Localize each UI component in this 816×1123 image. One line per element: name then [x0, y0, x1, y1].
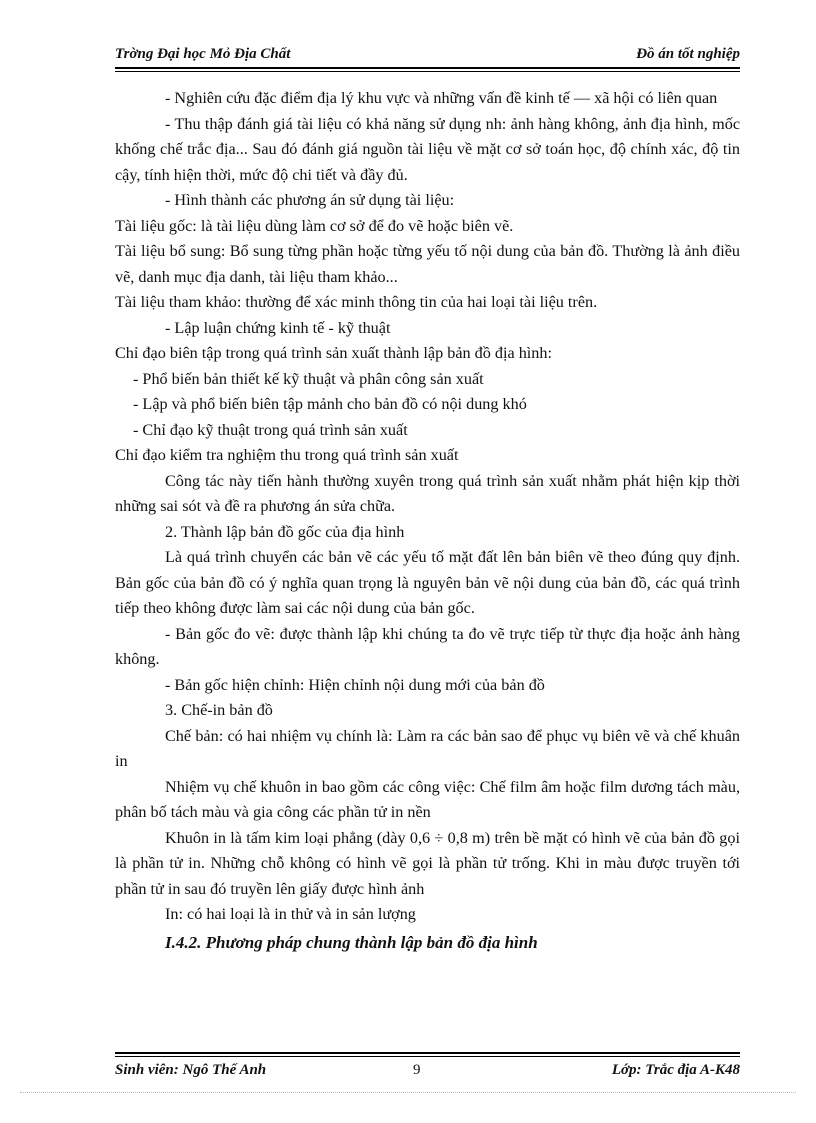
footer-student: Sinh viên: Ngô Thế Anh: [115, 1062, 267, 1078]
header-school: Trờng Đại học Mỏ Địa Chất: [115, 46, 291, 62]
paragraph: Tài liệu bổ sung: Bổ sung từng phần hoặc từng yếu tố nội dung của bản đồ. Thường là ảnh điều vẽ, danh mục địa danh, tài liệu tham khảo...: [115, 242, 740, 286]
paragraph: - Hình thành các phương án sử dụng tài liệu:: [165, 191, 455, 209]
paragraph: Tài liệu tham khảo: thường để xác minh thông tin của hai loại tài liệu trên.: [115, 293, 598, 311]
footer-class: Lớp: Trắc địa A-K48: [611, 1062, 740, 1078]
paragraph: - Lập và phổ biến biên tập mảnh cho bản đồ có nội dung khó: [133, 395, 527, 413]
page-edge-divider: [20, 1092, 796, 1093]
paragraph: 2. Thành lập bản đồ gốc của địa hình: [165, 522, 405, 541]
section-heading: I.4.2. Phương pháp chung thành lập bản đồ địa hình: [165, 932, 538, 952]
paragraph: Là quá trình chuyển các bản vẽ các yếu tố mặt đất lên bản biên vẽ theo đúng quy định. Bản gốc của bản đồ có ý nghĩa quan trọng là nguyên bản vẽ nội dung của bản đồ, các quá trình tiếp theo không được làm sai các nội dung của bản gốc.: [115, 548, 740, 617]
page-footer: [115, 1062, 740, 1082]
paragraph: - Lập luận chứng kinh tế - kỹ thuật: [165, 318, 391, 337]
header-rule-thin: [115, 71, 740, 72]
paragraph: - Bản gốc hiện chỉnh: Hiện chỉnh nội dung mới của bản đồ: [165, 675, 545, 694]
paragraph: Công tác này tiến hành thường xuyên trong quá trình sản xuất nhằm phát hiện kịp thời những sai sót và đề ra phương án sửa chữa.: [115, 471, 740, 515]
page-header: [115, 46, 740, 66]
paragraph: - Chỉ đạo kỹ thuật trong quá trình sản xuất: [133, 420, 408, 439]
paragraph: Chỉ đạo kiểm tra nghiệm thu trong quá trình sản xuất: [115, 446, 459, 464]
paragraph: Tài liệu gốc: là tài liệu dùng làm cơ sở để đo vẽ hoặc biên vẽ.: [115, 216, 514, 235]
paragraph: In: có hai loại là in thử và in sản lượng: [165, 905, 416, 923]
footer-rule-thin: [115, 1056, 740, 1057]
paragraph: - Thu thập đánh giá tài liệu có khả năng sử dụng nh: ảnh hàng không, ảnh địa hình, mốc khống chế trắc địa... Sau đó đánh giá nguồn tài liệu về mặt cơ sở toán học, độ chính xác, độ tin cậy, tính hiện thời, mức độ chi tiết và đầy đủ.: [115, 114, 740, 184]
paragraph: - Nghiên cứu đặc điểm địa lý khu vực và những vấn đề kinh tế — xã hội có liên quan: [165, 89, 718, 107]
header-rule: [115, 67, 740, 69]
paragraph: - Bản gốc đo vẽ: được thành lập khi chúng ta đo vẽ trực tiếp từ thực địa hoặc ảnh hàng không.: [115, 624, 740, 668]
paragraph: Nhiệm vụ chế khuôn in bao gồm các công việc: Chế film âm hoặc film dương tách màu, phân bố tách màu và gia công các phần tử in nền: [115, 777, 740, 821]
footer-rule: [115, 1052, 740, 1054]
paragraph: Chế bản: có hai nhiệm vụ chính là: Làm ra các bản sao để phục vụ biên vẽ và chế khuân in: [115, 726, 740, 770]
paragraph: Chỉ đạo biên tập trong quá trình sản xuất thành lập bản đồ địa hình:: [115, 344, 552, 362]
paragraph: 3. Chế-in bản đồ: [165, 701, 273, 719]
document-body: [115, 86, 740, 955]
paragraph: - Phổ biến bản thiết kế kỹ thuật và phân công sản xuất: [133, 369, 484, 388]
header-document-type: Đồ án tốt nghiệp: [636, 46, 740, 62]
paragraph: Khuôn in là tấm kim loại phẳng (dày 0,6 ÷ 0,8 m) trên bề mặt có hình vẽ của bản đồ gọi là phần tử in. Những chỗ không có hình vẽ gọi là phần tử trống. Khi in màu được truyền tới phần tử in sau đó truyền lên giấy được hình ảnh: [115, 828, 740, 898]
page-number: 9: [413, 1062, 421, 1078]
